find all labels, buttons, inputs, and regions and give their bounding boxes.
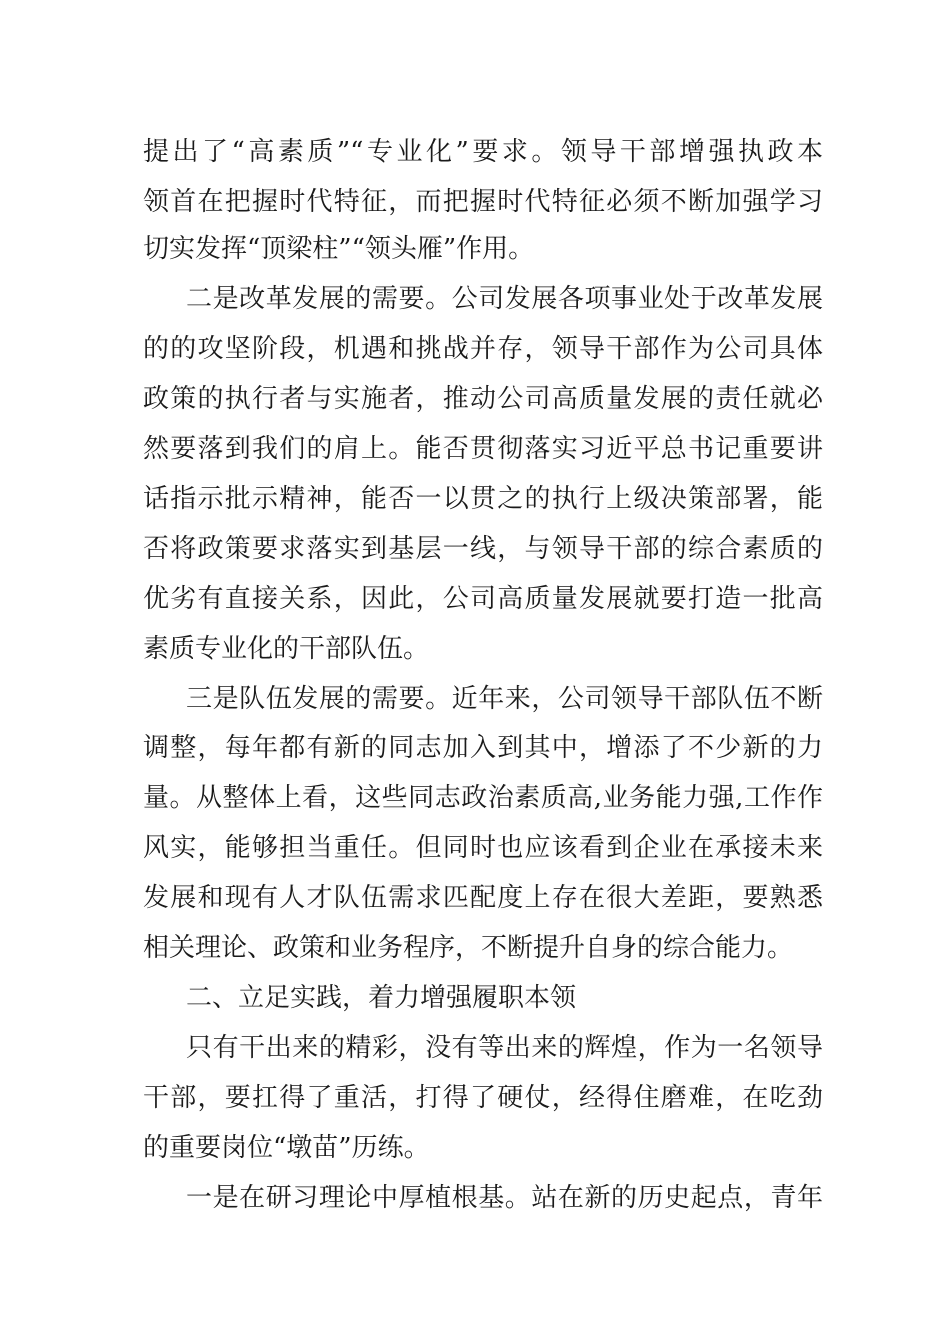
- text-line-6: 政策的执行者与实施者，推动公司高质量发展的责任就必: [143, 384, 823, 414]
- text-line-5: 的的攻坚阶段，机遇和挑战并存，领导干部作为公司具体: [143, 334, 823, 364]
- text-line-13: 调整，每年都有新的同志加入到其中，增添了不少新的力: [143, 733, 823, 763]
- paragraph-start-reform: 二是改革发展的需要。公司发展各项事业处于改革发展: [186, 284, 823, 314]
- text-line-9: 否将政策要求落实到基层一线，与领导干部的综合素质的: [143, 534, 823, 564]
- paragraph-start-theory: 一是在研习理论中厚植根基。站在新的历史起点，青年: [186, 1183, 823, 1213]
- paragraph-start-practice: 只有干出来的精彩，没有等出来的辉煌，作为一名领导: [186, 1033, 823, 1063]
- text-line-7: 然要落到我们的肩上。能否贯彻落实习近平总书记重要讲: [143, 434, 823, 464]
- text-line-16: 发展和现有人才队伍需求匹配度上存在很大差距，要熟悉: [143, 883, 823, 913]
- text-line-17: 相关理论、政策和业务程序，不断提升自身的综合能力。: [143, 933, 794, 963]
- text-line-21: 的重要岗位“墩苗”历练。: [143, 1133, 430, 1163]
- section-heading: 二、立足实践，着力增强履职本领: [186, 983, 577, 1013]
- text-line-14: 量。从整体上看，这些同志政治素质高,业务能力强,工作作: [143, 783, 823, 813]
- text-line-15: 风实，能够担当重任。但同时也应该看到企业在承接未来: [143, 833, 823, 863]
- text-line-11: 素质专业化的干部队伍。: [143, 634, 430, 664]
- text-line-3: 切实发挥“顶梁柱”“领头雁”作用。: [143, 234, 535, 264]
- text-line-8: 话指示批示精神，能否一以贯之的执行上级决策部署，能: [143, 484, 823, 514]
- text-line-20: 干部，要扛得了重活，打得了硬仗，经得住磨难，在吃劲: [143, 1083, 823, 1113]
- text-line-1: 提出了“高素质”“专业化”要求。领导干部增强执政本: [143, 137, 823, 167]
- text-line-10: 优劣有直接关系，因此，公司高质量发展就要打造一批高: [143, 584, 823, 614]
- paragraph-start-team: 三是队伍发展的需要。近年来，公司领导干部队伍不断: [186, 684, 823, 714]
- text-line-2: 领首在把握时代特征，而把握时代特征必须不断加强学习: [143, 187, 823, 217]
